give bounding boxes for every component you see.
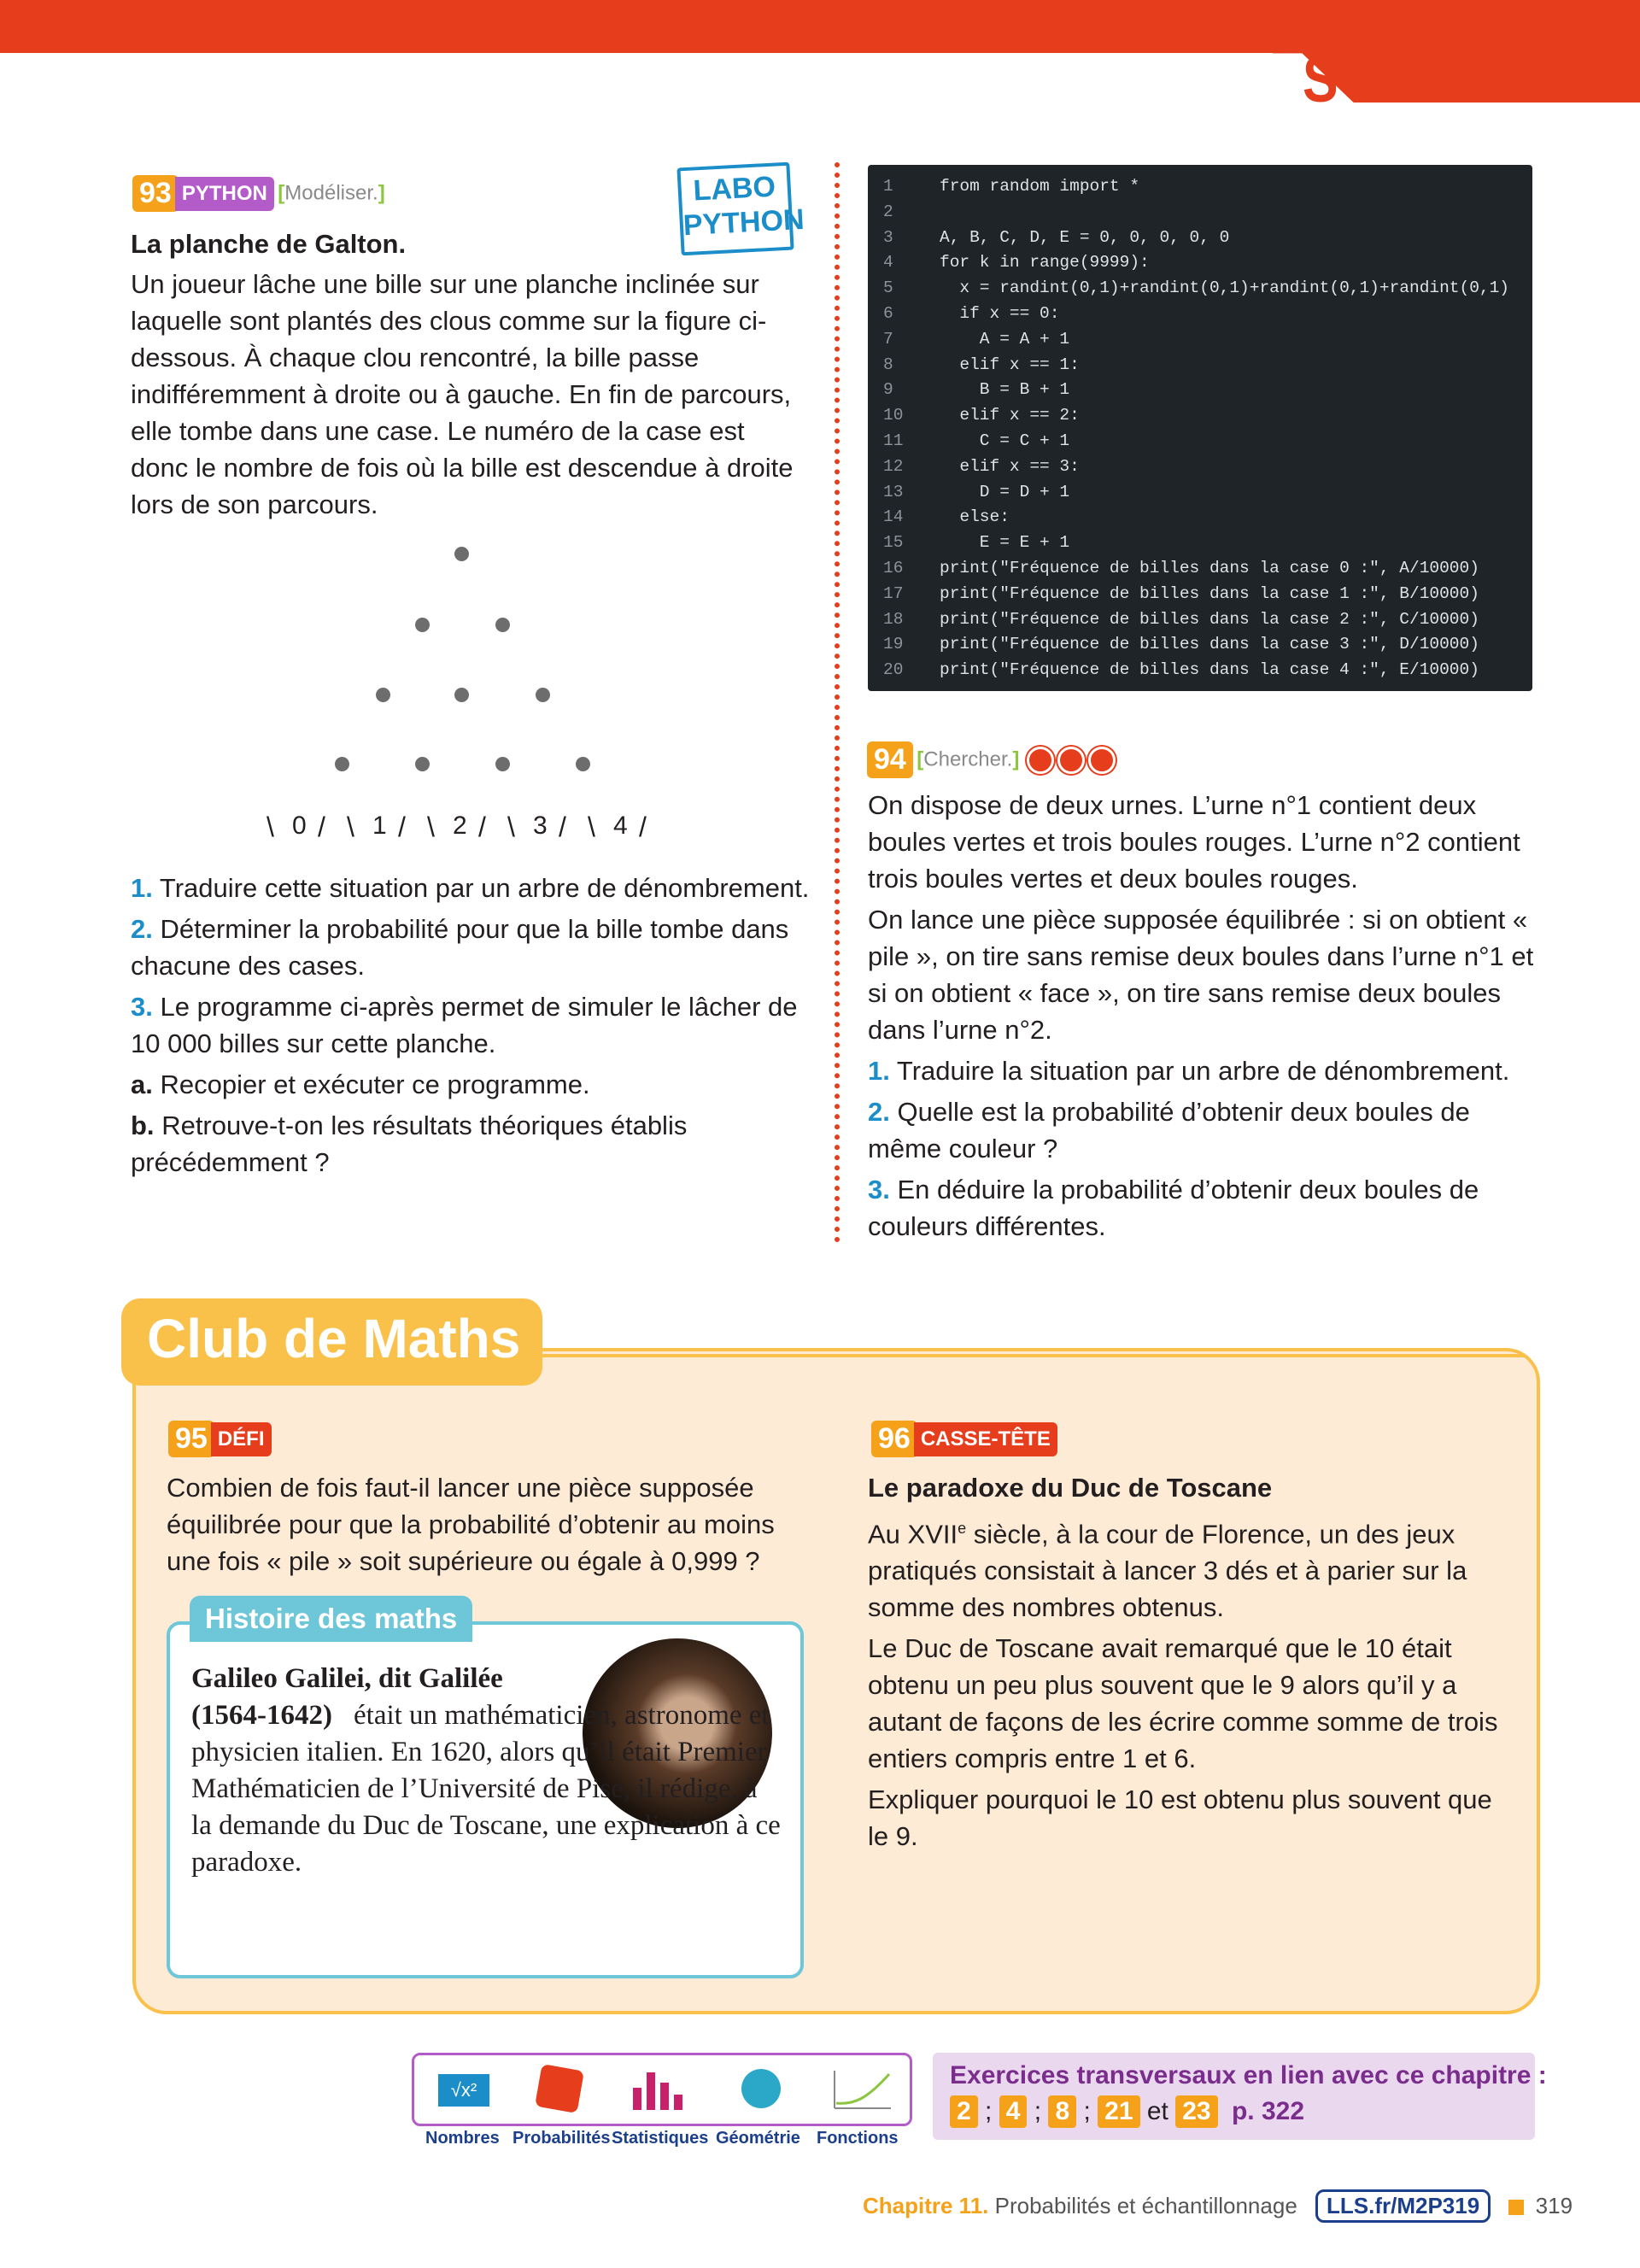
ref-ex[interactable]: 8 — [1048, 2095, 1076, 2128]
theme-geometrie: Géométrie — [716, 2129, 800, 2148]
page-number: 319 — [1535, 2193, 1573, 2218]
code-line: x = randint(0,1)+randint(0,1)+randint(0,1)+randint(0,1) — [940, 278, 1510, 298]
code-line-number: 6 — [883, 304, 893, 323]
theme-nombres: Nombres — [425, 2129, 500, 2148]
ref-ex[interactable]: 4 — [999, 2095, 1028, 2128]
code-line: elif x == 3: — [940, 456, 1080, 476]
code-line-number: 11 — [883, 431, 904, 450]
ex94-header — [867, 741, 1116, 778]
ex94-skill: [Chercher.] — [917, 747, 1020, 771]
geometry-icon — [741, 2069, 781, 2108]
nombres-icon: √x² — [438, 2074, 489, 2107]
difficulty-dot — [1057, 747, 1085, 774]
code-line: from random import * — [940, 177, 1140, 196]
ex93-questions: 1. Traduire cette situation par un arbre de dénombrement. 2. Déterminer la probabilité pour que la bille tombe dans chacune des cases. 3. Le programme ci-après permet de simuler le lâcher de 10 000 billes sur cette planche. a. Recopier et exécuter ce programme. b. Retrouve-t-on les résultats théoriques établis précédemment ? — [131, 873, 810, 1177]
footer-chapter: Chapitre 11. — [863, 2193, 989, 2218]
code-line: print("Fréquence de billes dans la case 3 :", D/10000) — [940, 635, 1479, 654]
ex93-intro: Un joueur lâche une bille sur une planche inclinée sur laquelle sont plantés des clous comme sur la figure ci-dessous. À chaque clou rencontré, la bille passe indifféremment à droite ou à gauche. En fin de parcours, elle tombe dans une case. Le numéro de la case est donc le nombre de fois où la bille est descendue à droite lors de son parcours. — [131, 269, 794, 519]
code-line-number: 13 — [883, 482, 904, 501]
code-line-number: 8 — [883, 355, 893, 374]
ref-ex[interactable]: 2 — [950, 2095, 978, 2128]
code-line-number: 9 — [883, 380, 893, 400]
section-title: SYNTHÈSE — [1303, 44, 1596, 116]
theme-probabilites: Probabilités — [512, 2129, 611, 2148]
peg — [495, 618, 510, 632]
peg — [335, 757, 349, 771]
function-curve-icon — [833, 2069, 893, 2110]
code-line-number: 12 — [883, 456, 904, 476]
top-banner — [0, 0, 1281, 53]
peg — [454, 547, 469, 561]
code-line: print("Fréquence de billes dans la case 1 :", B/10000) — [940, 583, 1479, 603]
peg — [536, 688, 550, 702]
ex96-tag: CASSE-TÊTE — [914, 1422, 1057, 1456]
dice-icon — [535, 2064, 584, 2113]
bin-label: 3 — [533, 812, 548, 840]
footer-link[interactable]: LLS.fr/M2P319 — [1315, 2189, 1491, 2223]
code-line: E = E + 1 — [940, 533, 1070, 553]
code-line: A, B, C, D, E = 0, 0, 0, 0, 0 — [940, 227, 1230, 247]
code-line: elif x == 2: — [940, 406, 1080, 425]
peg — [415, 618, 430, 632]
ref-ex[interactable]: 23 — [1175, 2095, 1217, 2128]
code-line: elif x == 1: — [940, 355, 1080, 374]
difficulty-dot — [1027, 747, 1054, 774]
footer — [863, 2189, 1573, 2223]
peg — [576, 757, 590, 771]
code-line: D = D + 1 — [940, 482, 1070, 501]
ex96-body: Le paradoxe du Duc de Toscane Au XVIIe siècle, à la cour de Florence, un des jeux pratiqués consistait à lancer 3 dés et à parier sur la somme des nombres obtenus. Le Duc de Toscane avait remarqué que le 10 était obtenu un peu plus souvent que le 9 alors qu’il y a autant de façons de les écrire comme somme de trois entiers compris entre 1 et 6. Expliquer pourquoi le 10 est obtenu plus souvent que le 9. — [868, 1473, 1498, 1852]
ex93-title: La planche de Galton. — [131, 229, 407, 259]
footer-square-icon — [1508, 2200, 1524, 2215]
ex93-number: 93 — [132, 175, 179, 212]
column-divider — [835, 162, 840, 1243]
ex95-number: 95 — [168, 1421, 214, 1457]
ex95-tag: DÉFI — [211, 1422, 272, 1456]
transversal-title: Exercices transversaux en lien avec ce chapitre : — [950, 2061, 1547, 2089]
code-line: B = B + 1 — [940, 380, 1070, 400]
code-line: print("Fréquence de billes dans la case 2 :", C/10000) — [940, 609, 1479, 629]
code-line-number: 16 — [883, 559, 904, 577]
ex94-number: 94 — [867, 741, 913, 778]
themes-panel — [412, 2053, 912, 2126]
footer-chapter-title: Probabilités et échantillonnage — [994, 2193, 1297, 2218]
code-line-number: 15 — [883, 533, 904, 553]
ex95-text: Combien de fois faut-il lancer une pièce supposée équilibrée pour que la probabilité d’obtenir au moins une fois « pile » soit supérieure ou égale à 0,999 ? — [167, 1473, 775, 1576]
transversal-box — [933, 2053, 1547, 2140]
code-line: for k in range(9999): — [940, 253, 1150, 273]
code-line-number: 3 — [883, 227, 893, 247]
ex93-header — [132, 175, 385, 212]
ex94-body: On dispose de deux urnes. L’urne n°1 contient deux boules vertes et trois boules rouges. L’urne n°2 contient trois boules vertes et deux boules rouges. On lance une pièce supposée équilibrée : si on obtient « pile », on tire sans remise deux boules dans l’urne n°1 et si on obtient « face », on tire sans remise deux boules dans l’urne n°2. 1. Traduire la situation par un arbre de dénombrement. 2. Quelle est la probabilité d’obtenir deux boules de même couleur ? 3. En déduire la probabilité d’obtenir deux boules de couleurs différentes. — [868, 790, 1534, 1241]
bin-label: 0 — [292, 812, 307, 840]
code-line: C = C + 1 — [940, 431, 1070, 450]
transversal-list: 2 ; 4 ; 8 ; 21 et 23 p. 322 — [950, 2095, 1304, 2128]
python-code-block — [868, 165, 1532, 691]
theme-statistiques: Statistiques — [612, 2129, 709, 2148]
code-line-number: 1 — [883, 177, 893, 196]
code-line-number: 4 — [883, 253, 893, 273]
code-line-number: 7 — [883, 329, 893, 349]
bin-label: 2 — [453, 812, 467, 840]
theme-fonctions: Fonctions — [817, 2129, 899, 2148]
code-line: A = A + 1 — [940, 329, 1070, 349]
histoire-text: était un mathématicien, astronome et physicien italien. En 1620, alors qu’il était Premier Mathématicien de l’Université de Pise, il rédige, à la demande du Duc de Toscane, une explication à ce paradoxe. — [191, 1700, 781, 1878]
club-rule — [440, 1354, 1525, 1357]
code-line-number: 14 — [883, 507, 904, 527]
code-line: print("Fréquence de billes dans la case 0 :", A/10000) — [940, 559, 1479, 577]
code-line-number: 20 — [883, 660, 904, 680]
peg — [495, 757, 510, 771]
histoire-tab: Histoire des maths — [190, 1596, 472, 1642]
code-line-number: 19 — [883, 635, 904, 654]
ex93-tag: PYTHON — [175, 177, 274, 211]
ref-ex[interactable]: 21 — [1098, 2095, 1139, 2128]
labo-python-logo: LABO PYTHON — [676, 162, 794, 256]
ex95-header — [168, 1421, 272, 1457]
code-line: else: — [940, 507, 1010, 527]
code-line: print("Fréquence de billes dans la case 4 :", E/10000) — [940, 660, 1479, 680]
ex96-header — [871, 1421, 1057, 1457]
histoire-text-top: Galileo Galilei, dit Galilée (1564-1642) — [191, 1663, 503, 1731]
difficulty-dot — [1088, 747, 1116, 774]
code-line-number: 2 — [883, 202, 893, 221]
ex96-number: 96 — [871, 1421, 917, 1457]
peg — [376, 688, 390, 702]
galton-bins: \ 0 / \ 1 / \ 2 / \ 3 / \ 4 / — [266, 812, 647, 842]
bin-label: 1 — [372, 812, 387, 840]
peg — [415, 757, 430, 771]
code-line: if x == 0: — [940, 304, 1060, 323]
bin-label: 4 — [613, 812, 628, 840]
club-title: Club de Maths — [121, 1298, 542, 1386]
ex93-skill: [Modéliser.] — [278, 181, 385, 205]
code-line-number: 18 — [883, 609, 904, 629]
bar-chart-icon — [628, 2069, 688, 2110]
code-line-number: 10 — [883, 406, 904, 425]
code-line-number: 5 — [883, 278, 893, 298]
code-line-number: 17 — [883, 583, 904, 603]
peg — [454, 688, 469, 702]
